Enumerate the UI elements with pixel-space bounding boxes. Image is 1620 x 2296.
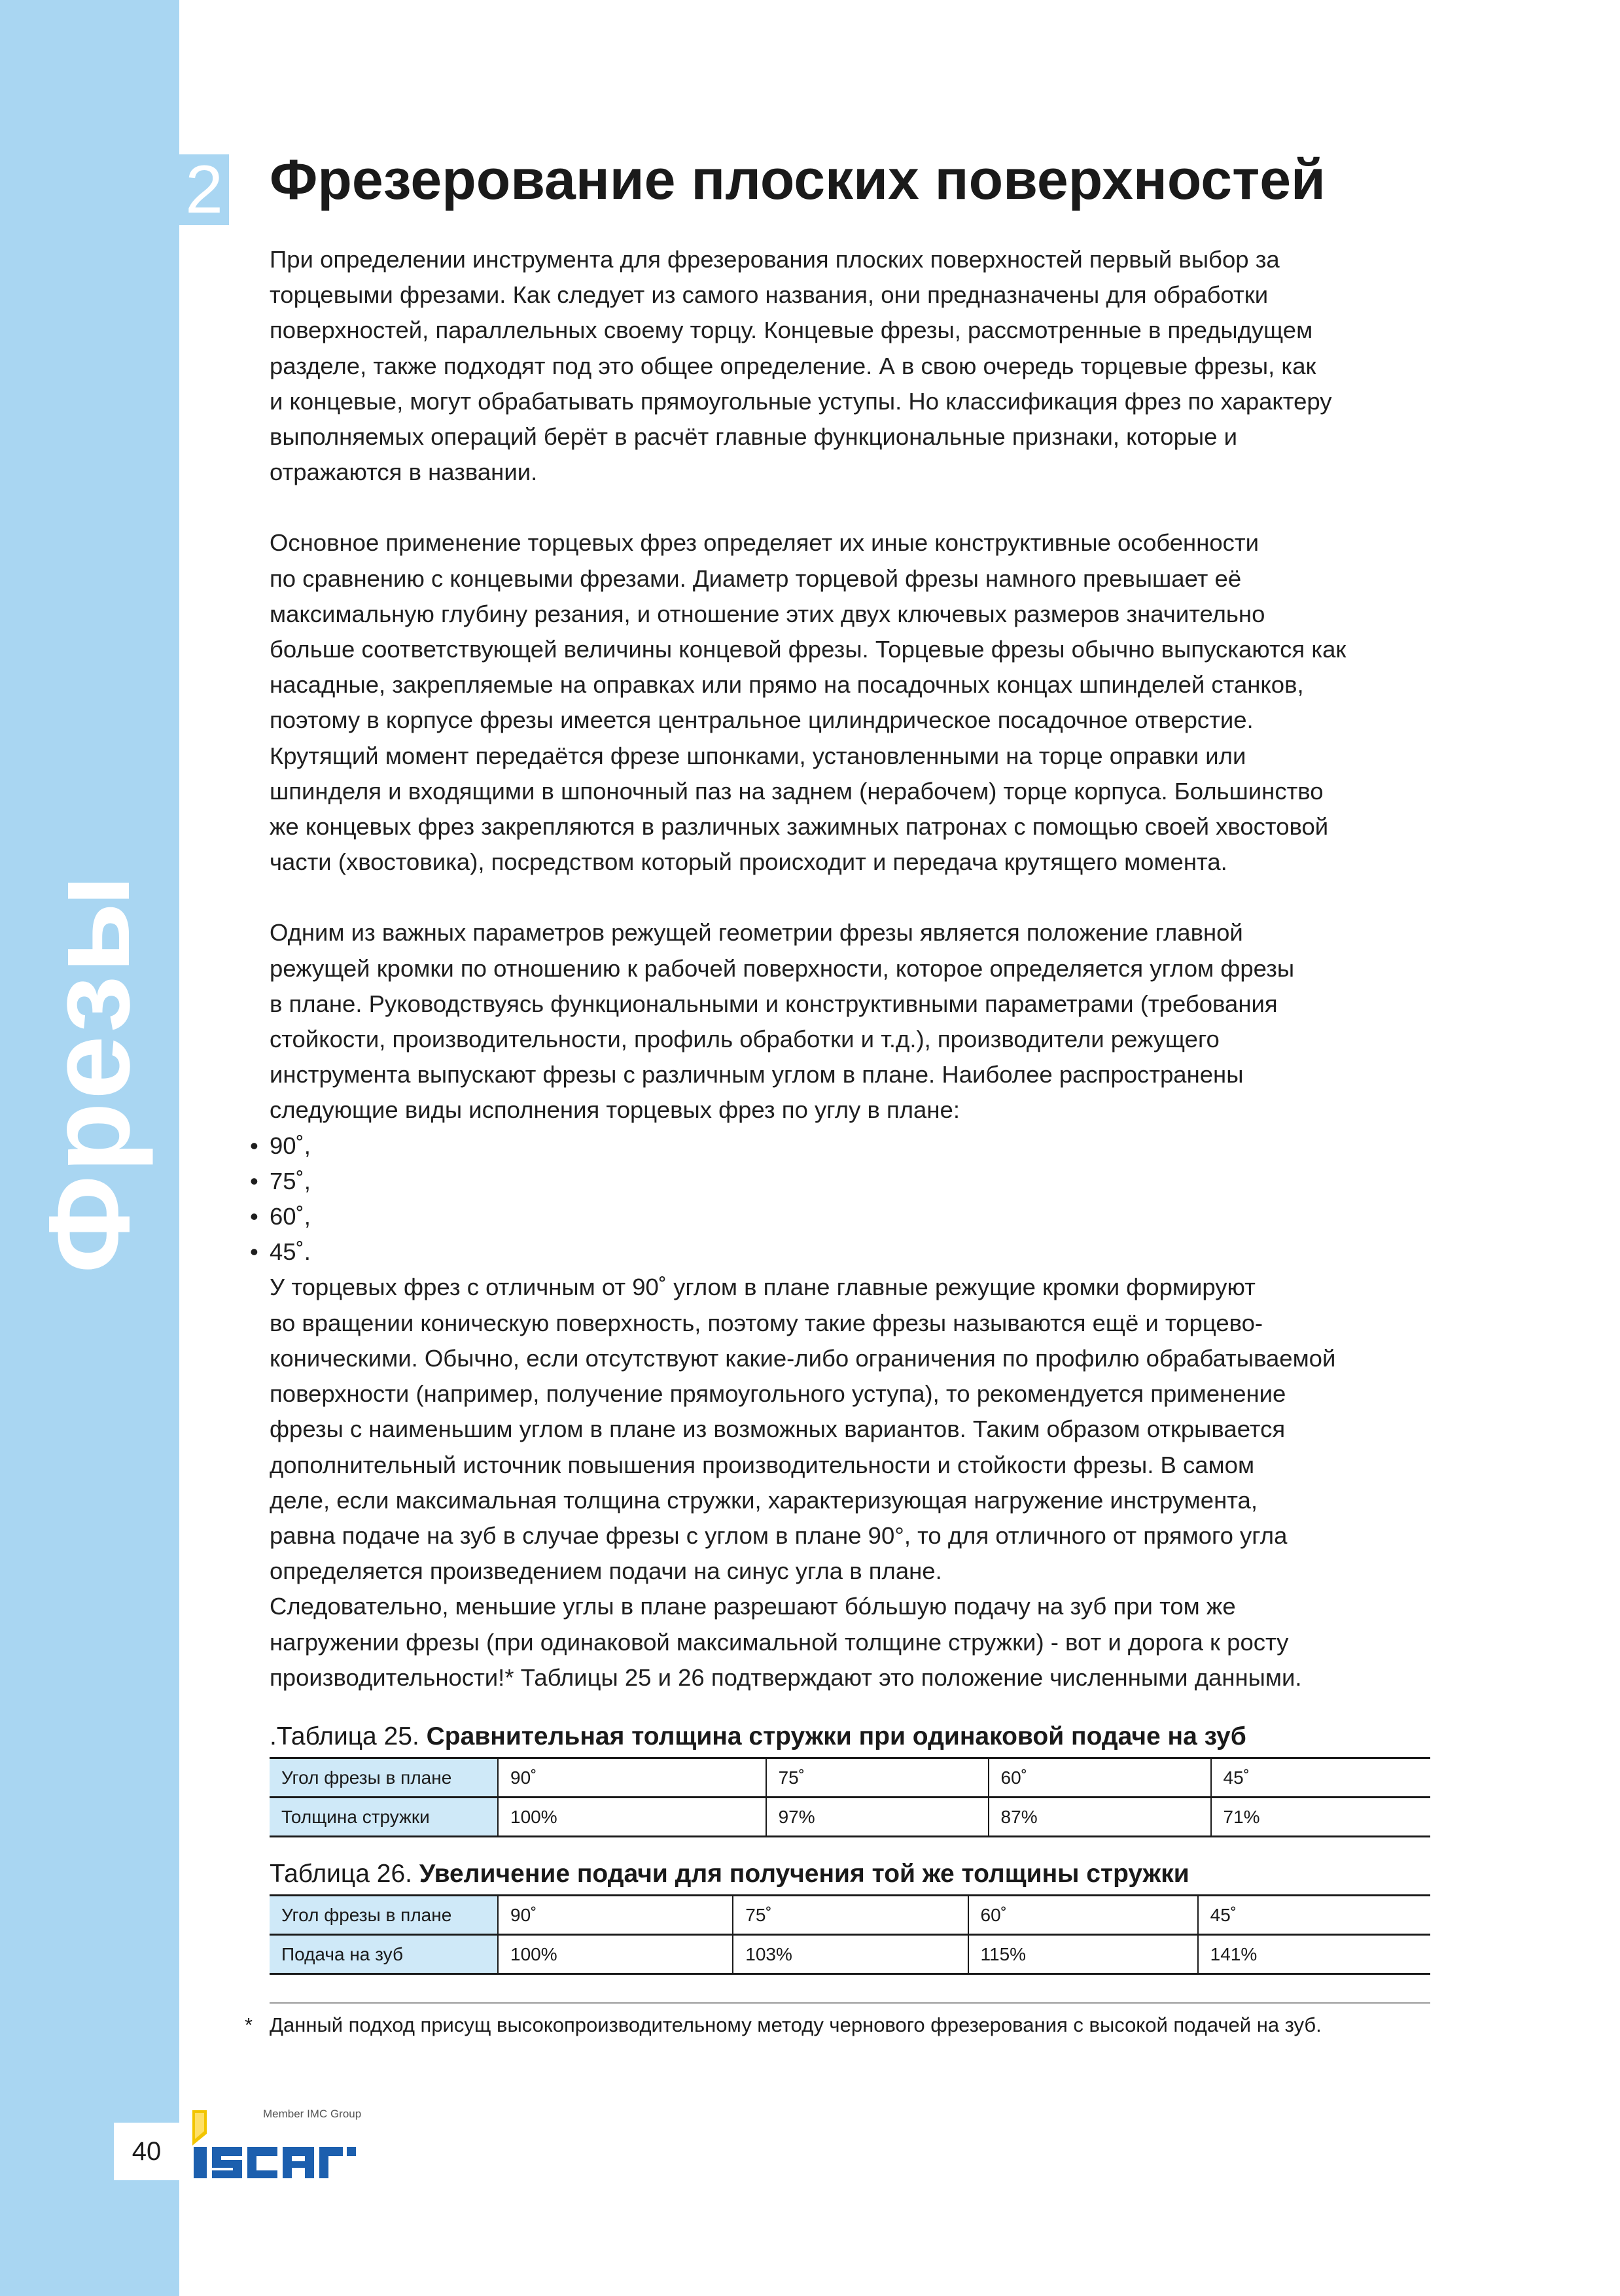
text-line: насадные, закрепляемые на оправках или прямо на посадочных концах шпинделей станков, bbox=[270, 671, 1304, 699]
table-cell: 90˚ bbox=[498, 1758, 766, 1798]
text-line: в плане. Руководствуясь функциональными и конструктивными параметрами (требования bbox=[270, 990, 1278, 1017]
table-cell: 75˚ bbox=[733, 1896, 968, 1935]
table-cell: 87% bbox=[989, 1798, 1211, 1837]
text-line: отражаются в названии. bbox=[270, 459, 538, 486]
table-cell: 60˚ bbox=[968, 1896, 1198, 1935]
table-25-caption: .Таблица 25. Сравнительная толщина стружки при одинаковой подаче на зуб bbox=[270, 1722, 1246, 1750]
text-line: Одним из важных параметров режущей геометрии фрезы является положение главной bbox=[270, 919, 1243, 947]
text-line: равна подаче на зуб в случае фрезы с углом в плане 90°, то для отличного от прямого угла bbox=[270, 1522, 1288, 1549]
text-line: торцевыми фрезами. Как следует из самого названия, они предназначены для обработки bbox=[270, 281, 1269, 309]
footnote-divider bbox=[270, 2002, 1430, 2004]
footnote-marker: * bbox=[245, 2013, 253, 2036]
text-line: У торцевых фрез с отличным от 90˚ углом в плане главные режущие кромки формируют bbox=[270, 1274, 1256, 1301]
text-line: деле, если максимальная толщина стружки, характеризующая нагружение инструмента, bbox=[270, 1486, 1258, 1514]
iscar-logo bbox=[192, 2108, 395, 2186]
text-line: поэтому в корпусе фрезы имеется центральное цилиндрическое посадочное отверстие. bbox=[270, 706, 1254, 734]
text-line: же концевых фрез закрепляются в различных зажимных патронах с помощью своей хвостовой bbox=[270, 813, 1329, 841]
row-header: Толщина стружки bbox=[270, 1798, 498, 1837]
footnote bbox=[245, 2011, 1322, 2040]
text-line: во вращении коническую поверхность, поэтому такие фрезы называются ещё и торцево- bbox=[270, 1309, 1263, 1336]
table-cell: 141% bbox=[1198, 1935, 1430, 1974]
section-number: 2 bbox=[179, 154, 229, 225]
text-line: Следовательно, меньшие углы в плане разрешают бóльшую подачу на зуб при том же bbox=[270, 1593, 1236, 1620]
bullet-marker: • bbox=[250, 1203, 258, 1230]
text-line: коническими. Обычно, если отсутствуют какие-либо ограничения по профилю обрабатываемой bbox=[270, 1344, 1336, 1372]
body-text bbox=[250, 242, 1441, 1696]
text-line: поверхности (например, получение прямоугольного уступа), то рекомендуется применение bbox=[270, 1380, 1286, 1408]
text-line: по сравнению с концевыми фрезами. Диаметр торцевой фрезы намного превышает её bbox=[270, 565, 1242, 592]
text-line: выполняемых операций берёт в расчёт главные функциональные признаки, которые и bbox=[270, 423, 1237, 451]
table-25 bbox=[270, 1757, 1430, 1837]
text-line: больше соответствующей величины концевой фрезы. Торцевые фрезы обычно выпускаются как bbox=[270, 636, 1347, 663]
text-line: и концевые, могут обрабатывать прямоугольные уступы. Но классификация фрез по характеру bbox=[270, 387, 1332, 415]
table-cell: 71% bbox=[1211, 1798, 1431, 1837]
text-line: дополнительный источник повышения производительности и стойкости фрезы. В самом bbox=[270, 1451, 1255, 1478]
table-cell: 45˚ bbox=[1211, 1758, 1431, 1798]
text-line: При определении инструмента для фрезерования плоских поверхностей первый выбор за bbox=[270, 246, 1280, 273]
bullet-marker: • bbox=[250, 1167, 258, 1194]
text-line: максимальную глубину резания, и отношение этих двух ключевых размеров значительно bbox=[270, 600, 1265, 627]
table-cell: 97% bbox=[766, 1798, 989, 1837]
text-line: разделе, также подходят под это общее определение. А в свою очередь торцевые фрезы, как bbox=[270, 352, 1316, 379]
text-line: Основное применение торцевых фрез определяет их иные конструктивные особенности bbox=[270, 529, 1259, 557]
table-26-caption: Таблица 26. Увеличение подачи для получения той же толщины стружки bbox=[270, 1860, 1189, 1888]
list-item: • 75˚, bbox=[270, 1164, 1441, 1199]
text-line: следующие виды исполнения торцевых фрез по углу в плане: bbox=[270, 1096, 960, 1124]
text-line: шпинделя и входящими в шпоночный паз на заднем (нерабочем) торце корпуса. Большинство bbox=[270, 777, 1324, 805]
text-line: режущей кромки по отношению к рабочей поверхности, которое определяется углом фрезы bbox=[270, 954, 1295, 982]
page-number: 40 bbox=[114, 2123, 179, 2180]
text-line: инструмента выпускают фрезы с различным углом в плане. Наиболее распространены bbox=[270, 1061, 1244, 1088]
paragraph-2 bbox=[270, 525, 1441, 880]
text-line: производительности!* Таблицы 25 и 26 подтверждают это положение численными данными. bbox=[270, 1663, 1302, 1691]
footnote-text: Данный подход присущ высокопроизводительному методу чернового фрезерования с высокой подачей на зуб. bbox=[270, 2013, 1322, 2036]
text-line: стойкости, производительности, профиль обработки и т.д.), производители режущего bbox=[270, 1026, 1220, 1053]
table-cell: 100% bbox=[498, 1935, 733, 1974]
row-header: Угол фрезы в плане bbox=[270, 1758, 498, 1798]
table-cell: 115% bbox=[968, 1935, 1198, 1974]
row-header: Подача на зуб bbox=[270, 1935, 498, 1974]
text-line: нагружении фрезы (при одинаковой максимальной толщине стружки) - вот и дорога к росту bbox=[270, 1628, 1289, 1656]
page-title: Фрезерование плоских поверхностей bbox=[270, 148, 1326, 211]
sidebar-label: Фрезы bbox=[26, 872, 154, 1274]
list-item: • 60˚, bbox=[270, 1199, 1441, 1234]
bullet-marker: • bbox=[250, 1132, 258, 1159]
text-line: поверхностей, параллельных своему торцу. Концевые фрезы, рассмотренные в предыдущем bbox=[270, 317, 1313, 344]
table-row bbox=[270, 1758, 1430, 1798]
table-row bbox=[270, 1935, 1430, 1974]
angle-list bbox=[250, 1128, 1441, 1270]
table-cell: 60˚ bbox=[989, 1758, 1211, 1798]
text-line: фрезы с наименьшим углом в плане из возможных вариантов. Таким образом открывается bbox=[270, 1416, 1286, 1443]
logo-tagline: Member IMC Group bbox=[263, 2108, 362, 2120]
paragraph-1 bbox=[270, 242, 1441, 490]
row-header: Угол фрезы в плане bbox=[270, 1896, 498, 1935]
table-26 bbox=[270, 1894, 1430, 1975]
table-cell: 103% bbox=[733, 1935, 968, 1974]
paragraph-3 bbox=[270, 915, 1441, 1128]
text-line: части (хвостовика), посредством который происходит и передача крутящего момента. bbox=[270, 848, 1227, 876]
paragraph-4 bbox=[270, 1270, 1441, 1695]
table-cell: 90˚ bbox=[498, 1896, 733, 1935]
bullet-marker: • bbox=[250, 1238, 258, 1266]
text-line: Крутящий момент передаётся фрезе шпонками, установленными на торце оправки или bbox=[270, 742, 1246, 769]
table-cell: 45˚ bbox=[1198, 1896, 1430, 1935]
list-item: • 90˚, bbox=[270, 1128, 1441, 1164]
table-cell: 75˚ bbox=[766, 1758, 989, 1798]
table-row bbox=[270, 1896, 1430, 1935]
table-row bbox=[270, 1798, 1430, 1837]
table-cell: 100% bbox=[498, 1798, 766, 1837]
text-line: определяется произведением подачи на синус угла в плане. bbox=[270, 1557, 942, 1585]
list-item: • 45˚. bbox=[270, 1234, 1441, 1270]
